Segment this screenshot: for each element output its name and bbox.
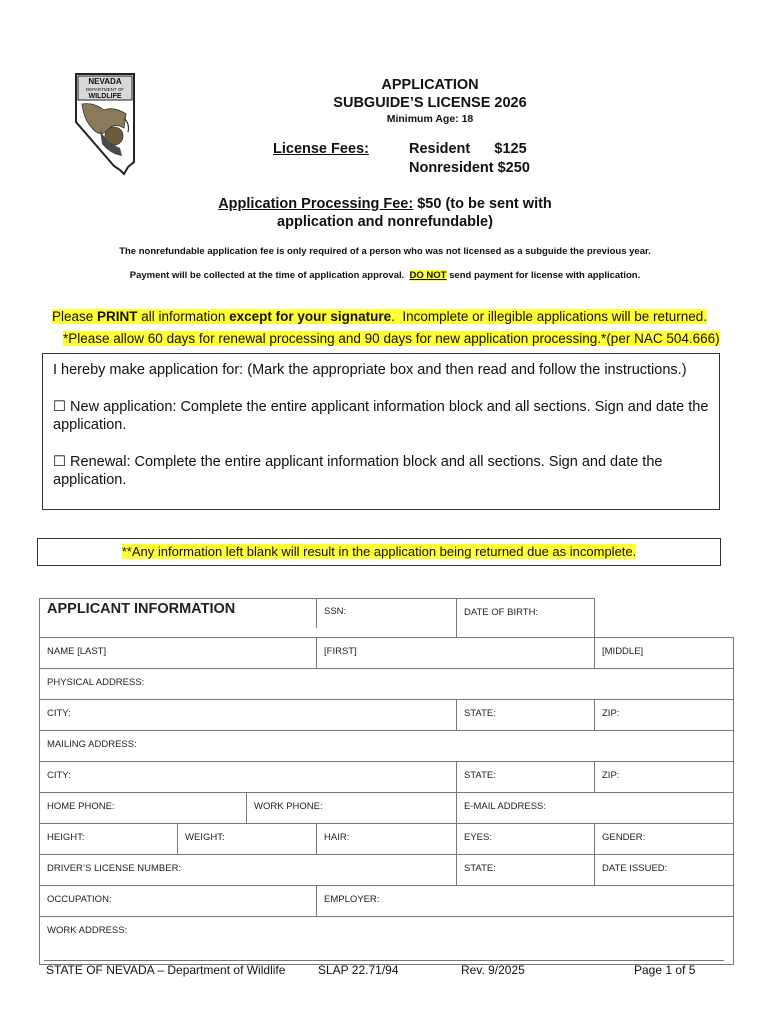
blank-warning-text: **Any information left blank will result in the application being returned due as incomplete. [121,544,637,559]
ndow-logo [74,72,136,176]
payment-note [20,270,750,281]
city-field[interactable]: CITY: [40,700,457,731]
middle-name-field[interactable]: [MIDDLE] [595,638,734,669]
processing-fee-line2: application and nonrefundable) [277,214,493,230]
applicant-info-heading: APPLICANT INFORMATION [47,601,236,617]
nonresident-fee: Nonresident $250 [409,160,530,176]
state-field[interactable]: STATE: [457,700,595,731]
payment-note-pre: Payment will be collected at the time of application approval. [129,270,410,281]
footer-page-number: Page 1 of 5 [634,963,696,977]
footer-divider [44,960,724,961]
application-intro: I hereby make application for: (Mark the appropriate box and then read and follow the instructions.) [53,362,687,378]
work-phone-field[interactable]: WORK PHONE: [247,793,457,824]
footer-revision: Rev. 9/2025 [461,963,525,977]
logo-text-mid: DEPARTMENT OF [85,87,125,92]
application-type-box [42,353,720,510]
minimum-age: Minimum Age: 18 [386,113,474,125]
print-e: . Incomplete or illegible applications will be returned. [391,309,708,324]
mailing-state-field[interactable]: STATE: [457,762,595,793]
mailing-zip-field[interactable]: ZIP: [595,762,734,793]
resident-fee: Resident $125 [409,141,527,157]
employer-field[interactable]: EMPLOYER: [317,886,734,917]
fee-note: The nonrefundable application fee is only required of a person who was not licensed as a subguide the previous year. [119,246,651,257]
new-application-option[interactable]: ☐ New application: Complete the entire applicant information block and all sections. Sign and date the application. [53,399,709,433]
license-fees-label: License Fees: [273,141,369,157]
gender-field[interactable]: GENDER: [595,824,734,855]
date-issued-field[interactable]: DATE ISSUED: [595,855,734,886]
mailing-address-field[interactable]: MAILING ADDRESS: [40,731,734,762]
blank-warning [37,538,721,566]
renewal-option[interactable]: ☐ Renewal: Complete the entire applicant information block and all sections. Sign and date the application. [53,454,663,488]
print-d: except for your signature [229,309,392,324]
home-phone-field[interactable]: HOME PHONE: [40,793,247,824]
dob-field[interactable]: DATE OF BIRTH: [457,599,595,638]
form-subtitle: SUBGUIDE’S LICENSE 2026 [333,95,527,111]
zip-field[interactable]: ZIP: [595,700,734,731]
hair-field[interactable]: HAIR: [317,824,457,855]
dl-state-field[interactable]: STATE: [457,855,595,886]
processing-fee-text: $50 (to be sent with [413,196,552,212]
logo-text-top: NEVADA [88,77,122,86]
ssn-field[interactable]: SSN: [316,598,593,628]
physical-address-field[interactable]: PHYSICAL ADDRESS: [40,669,734,700]
print-instruction [52,309,707,324]
processing-fee [160,195,610,231]
last-name-field[interactable]: NAME [LAST] [40,638,317,669]
first-name-field[interactable]: [FIRST] [317,638,595,669]
footer-form-number: SLAP 22.71/94 [318,963,399,977]
occupation-field[interactable]: OCCUPATION: [40,886,317,917]
print-b: PRINT [97,309,138,324]
payment-note-post: send payment for license with application. [446,270,641,281]
print-a: Please [52,309,98,324]
drivers-license-field[interactable]: DRIVER’S LICENSE NUMBER: [40,855,457,886]
weight-field[interactable]: WEIGHT: [178,824,317,855]
logo-text-bottom: WILDLIFE [88,93,122,100]
email-field[interactable]: E-MAIL ADDRESS: [457,793,734,824]
footer-agency: STATE OF NEVADA – Department of Wildlife [46,963,286,977]
eyes-field[interactable]: EYES: [457,824,595,855]
work-address-field[interactable]: WORK ADDRESS: [40,917,734,965]
processing-time-note: *Please allow 60 days for renewal processing and 90 days for new application processing.*(per NAC 504.666) [63,331,720,346]
print-c: all information [137,309,230,324]
do-not-highlight: DO NOT [409,270,447,281]
height-field[interactable]: HEIGHT: [40,824,178,855]
processing-fee-label: Application Processing Fee: [218,196,414,212]
form-title: APPLICATION [381,77,479,93]
applicant-information-table [39,598,734,965]
mailing-city-field[interactable]: CITY: [40,762,457,793]
